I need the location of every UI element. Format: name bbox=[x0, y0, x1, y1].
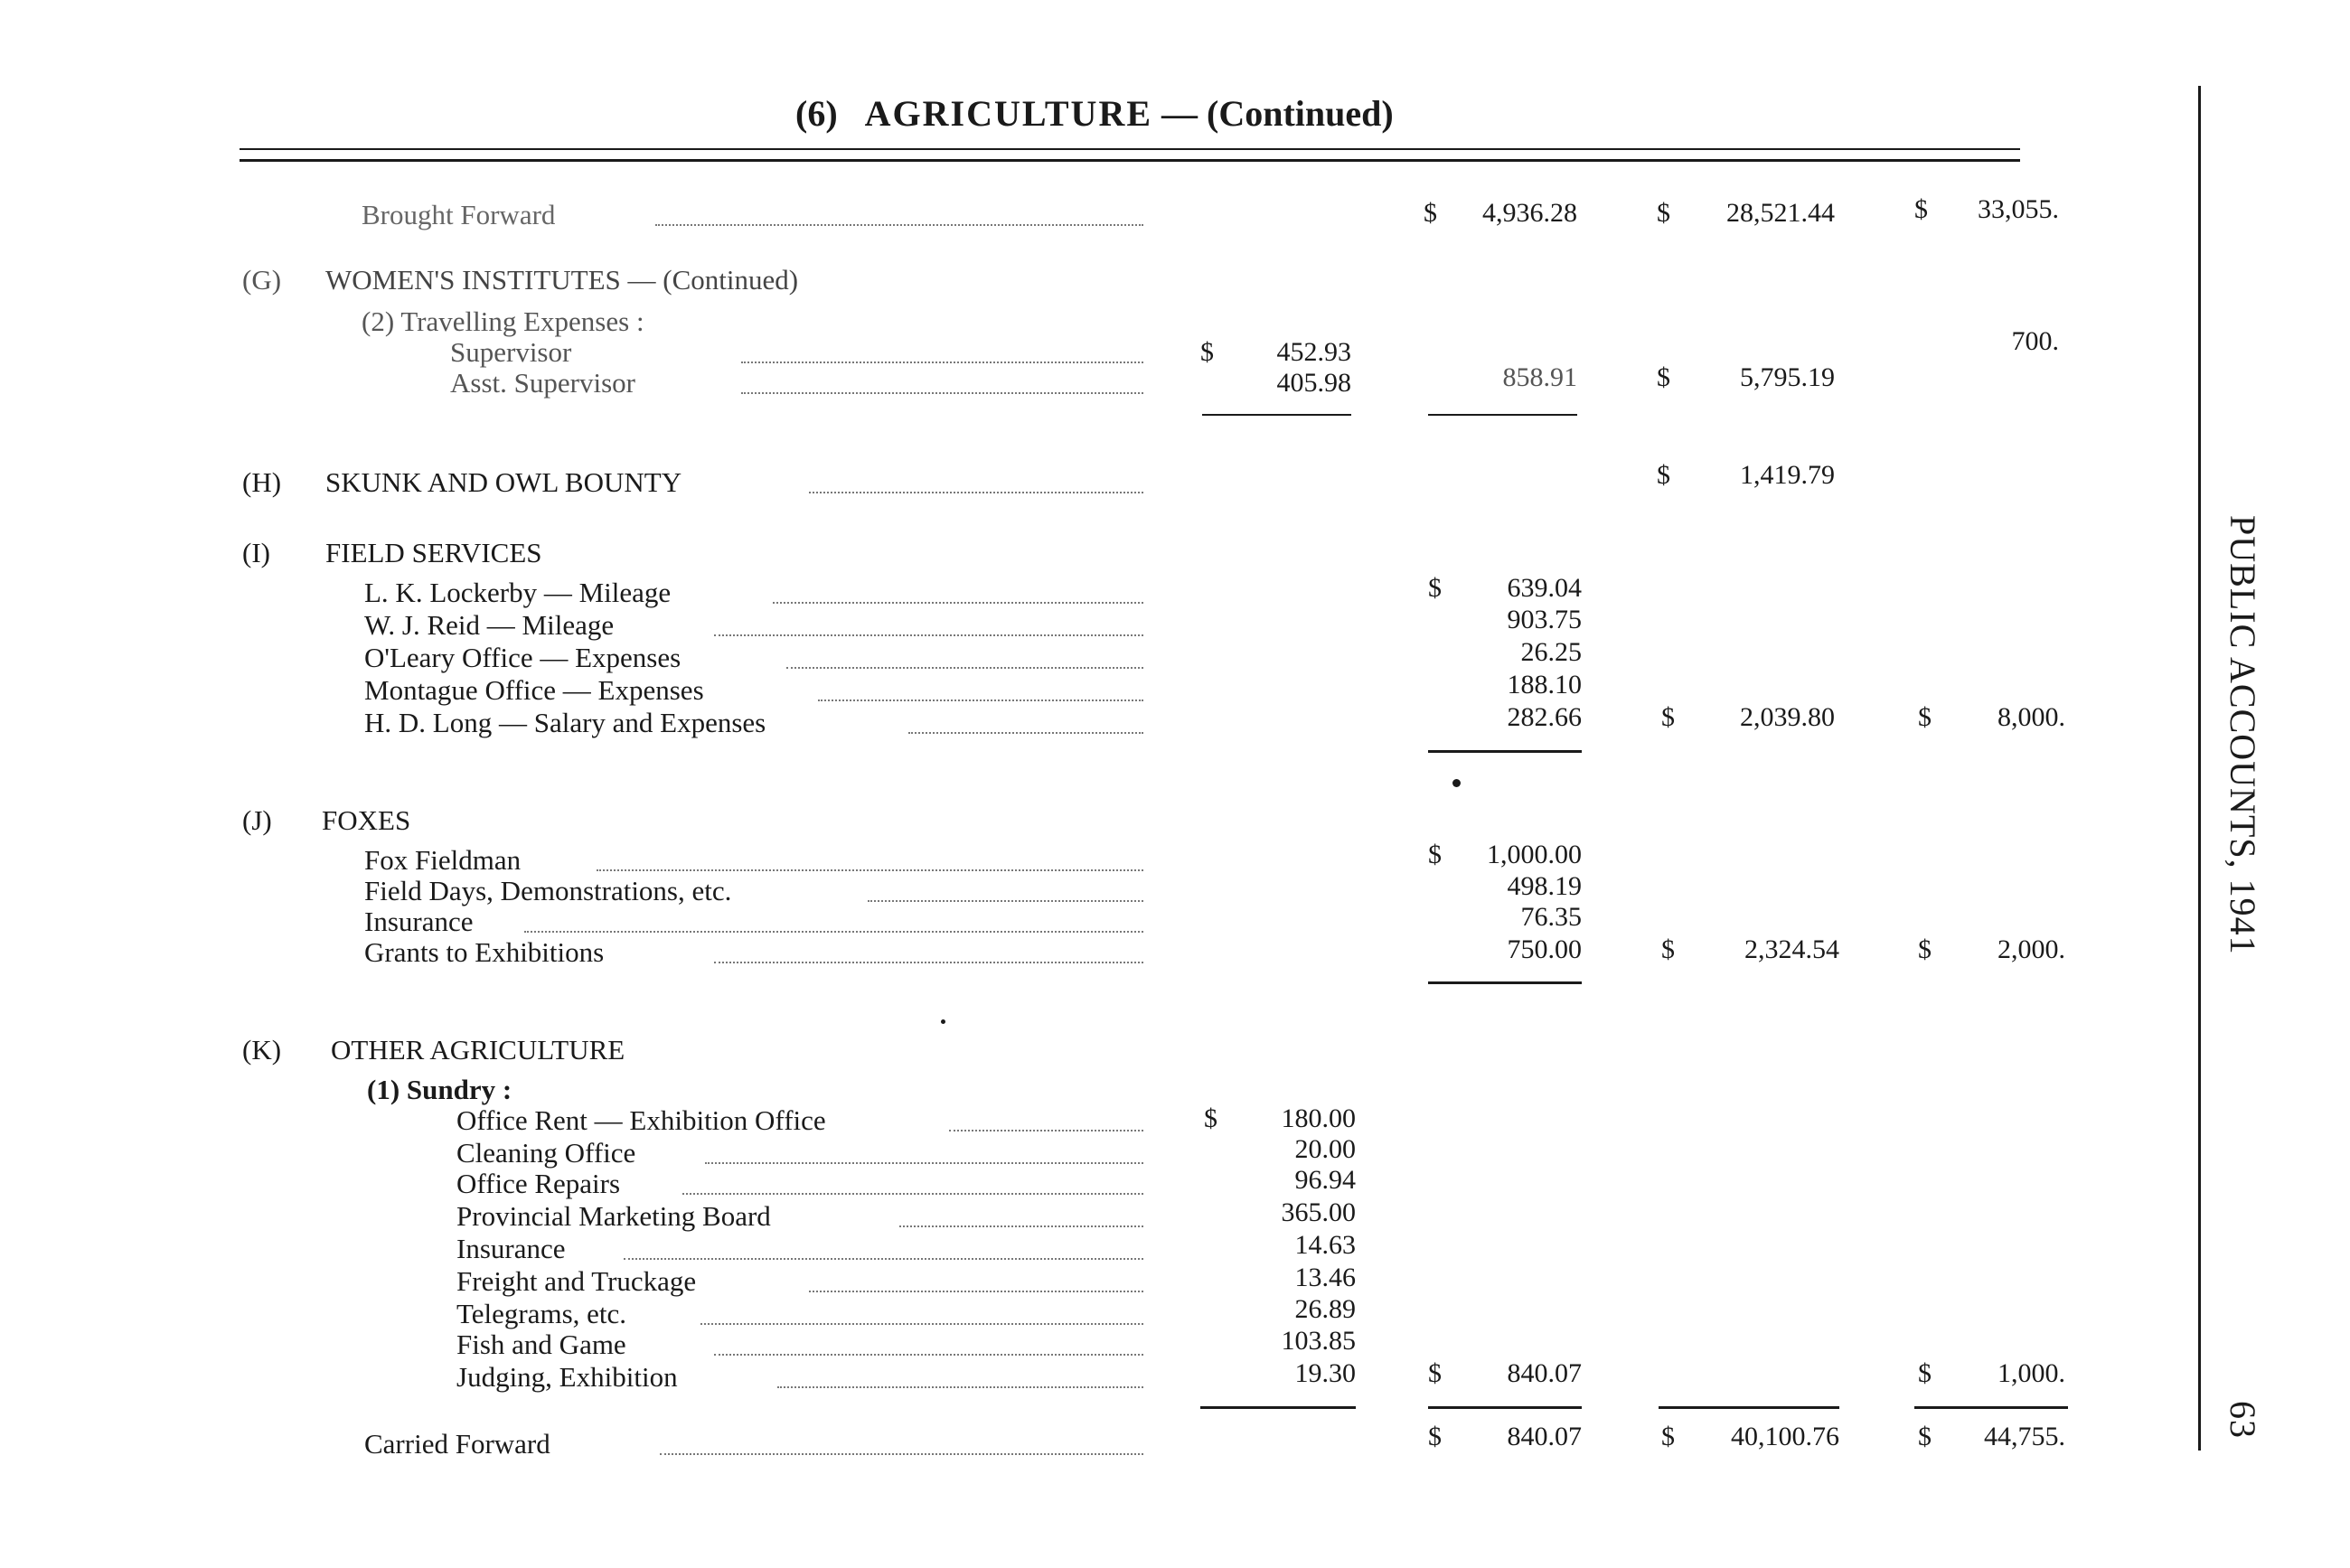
col5-value: 8,000. bbox=[1998, 702, 2065, 732]
page-header bbox=[795, 92, 1394, 135]
leader-dots bbox=[949, 1130, 1143, 1131]
col3-value: 26.25 bbox=[1520, 637, 1582, 667]
col5-value: 1,000. bbox=[1998, 1358, 2065, 1388]
section-letter: (G) bbox=[242, 264, 282, 296]
sum-rule bbox=[1428, 981, 1582, 984]
col1-value: 20.00 bbox=[1294, 1134, 1356, 1164]
section-title: FIELD SERVICES bbox=[325, 537, 542, 568]
page-number: 63 bbox=[2223, 1401, 2263, 1439]
col3-value: 639.04 bbox=[1507, 573, 1582, 603]
leader-dots bbox=[773, 602, 1143, 604]
col1-value: 96.94 bbox=[1294, 1165, 1356, 1195]
currency-sign: $ bbox=[1661, 702, 1675, 732]
currency-sign: $ bbox=[1428, 573, 1442, 603]
section-number: (6) bbox=[795, 93, 838, 134]
currency-sign: $ bbox=[1918, 934, 1932, 964]
line-item-label: Freight and Truckage bbox=[456, 1265, 697, 1297]
col1-value: 19.30 bbox=[1294, 1358, 1356, 1388]
title-continued: (Continued) bbox=[1207, 93, 1394, 134]
col3-value: 840.07 bbox=[1507, 1422, 1582, 1451]
brought-forward-label: Brought Forward bbox=[362, 199, 556, 230]
margin-rule bbox=[2198, 86, 2201, 1451]
running-title: PUBLIC ACCOUNTS, 1941 bbox=[2223, 515, 2263, 955]
sum-rule bbox=[1914, 1406, 2068, 1409]
section-title: OTHER AGRICULTURE bbox=[331, 1034, 625, 1066]
col3-value: 750.00 bbox=[1507, 934, 1582, 964]
currency-sign: $ bbox=[1428, 840, 1442, 869]
title-dash: — bbox=[1161, 93, 1198, 134]
col3-value: 840.07 bbox=[1507, 1358, 1582, 1388]
col1-value: 452.93 bbox=[1276, 337, 1351, 367]
print-speck bbox=[941, 1019, 945, 1024]
currency-sign: $ bbox=[1657, 460, 1670, 490]
leader-dots bbox=[899, 1225, 1143, 1227]
leader-dots bbox=[597, 869, 1143, 871]
col5-value: 33,055. bbox=[1978, 194, 2059, 224]
col5-value: 44,755. bbox=[1984, 1422, 2065, 1451]
section-letter: (I) bbox=[242, 537, 270, 568]
leader-dots bbox=[714, 1354, 1143, 1356]
header-rule-bottom bbox=[240, 159, 2020, 162]
currency-sign: $ bbox=[1657, 198, 1670, 228]
line-item-label: Provincial Marketing Board bbox=[456, 1200, 771, 1232]
line-item-label: O'Leary Office — Expenses bbox=[364, 642, 682, 673]
line-item-label: Field Days, Demonstrations, etc. bbox=[364, 875, 732, 906]
col4-value: 40,100.76 bbox=[1731, 1422, 1839, 1451]
currency-sign: $ bbox=[1918, 1422, 1932, 1451]
leader-dots bbox=[714, 962, 1143, 963]
currency-sign: $ bbox=[1204, 1103, 1217, 1133]
line-item-label: Telegrams, etc. bbox=[456, 1298, 627, 1329]
col1-value: 103.85 bbox=[1281, 1326, 1356, 1356]
print-speck bbox=[1452, 779, 1461, 787]
section-letter: (H) bbox=[242, 466, 282, 498]
currency-sign: $ bbox=[1428, 1422, 1442, 1451]
sum-rule bbox=[1659, 1406, 1839, 1409]
section-letter: (K) bbox=[242, 1034, 282, 1066]
leader-dots bbox=[682, 1193, 1143, 1195]
line-item-label: Grants to Exhibitions bbox=[364, 936, 605, 968]
leader-dots bbox=[786, 667, 1143, 669]
leader-dots bbox=[524, 931, 1143, 933]
leader-dots bbox=[818, 699, 1143, 701]
section-letter: (J) bbox=[242, 804, 272, 836]
leader-dots bbox=[908, 732, 1143, 734]
col3-value: 188.10 bbox=[1507, 670, 1582, 699]
subsection-title: (1) Sundry : bbox=[367, 1074, 512, 1105]
col4-value: 5,795.19 bbox=[1740, 362, 1835, 392]
subsection-title: (2) Travelling Expenses : bbox=[362, 305, 644, 337]
currency-sign: $ bbox=[1424, 198, 1437, 228]
col3-value: 76.35 bbox=[1520, 902, 1582, 932]
leader-dots bbox=[714, 634, 1143, 636]
line-item-label: Supervisor bbox=[450, 336, 572, 368]
line-item-label: Insurance bbox=[456, 1233, 566, 1264]
col3-value: 282.66 bbox=[1507, 702, 1582, 732]
currency-sign: $ bbox=[1918, 702, 1932, 732]
line-item-label: Asst. Supervisor bbox=[450, 367, 635, 399]
leader-dots bbox=[655, 224, 1143, 226]
line-item-label: H. D. Long — Salary and Expenses bbox=[364, 707, 766, 738]
section-title: FOXES bbox=[322, 804, 411, 836]
col4-value: 2,324.54 bbox=[1744, 934, 1839, 964]
line-item-label: Office Repairs bbox=[456, 1168, 621, 1199]
line-item-label: L. K. Lockerby — Mileage bbox=[364, 577, 672, 608]
sum-rule bbox=[1428, 1406, 1582, 1409]
col1-value: 14.63 bbox=[1294, 1230, 1356, 1260]
header-rule-top bbox=[240, 148, 2020, 150]
col3-value: 4,936.28 bbox=[1482, 198, 1577, 228]
currency-sign: $ bbox=[1914, 194, 1928, 224]
col1-value: 180.00 bbox=[1281, 1103, 1356, 1133]
sum-rule bbox=[1428, 750, 1582, 753]
sum-rule bbox=[1202, 414, 1351, 416]
col4-value: 28,521.44 bbox=[1726, 198, 1835, 228]
col5-value: 2,000. bbox=[1998, 934, 2065, 964]
line-item-label: Montague Office — Expenses bbox=[364, 674, 704, 706]
leader-dots bbox=[868, 900, 1143, 902]
line-item-label: Cleaning Office bbox=[456, 1137, 636, 1169]
page-title: AGRICULTURE bbox=[864, 93, 1153, 134]
currency-sign: $ bbox=[1661, 934, 1675, 964]
leader-dots bbox=[809, 1291, 1143, 1292]
line-item-label: Fox Fieldman bbox=[364, 844, 522, 876]
col4-value: 2,039.80 bbox=[1740, 702, 1835, 732]
line-item-label: W. J. Reid — Mileage bbox=[364, 609, 615, 641]
leader-dots bbox=[624, 1258, 1143, 1260]
line-item-label: Insurance bbox=[364, 906, 474, 937]
carried-forward-label: Carried Forward bbox=[364, 1428, 550, 1460]
col1-value: 365.00 bbox=[1281, 1197, 1356, 1227]
line-item-label: Office Rent — Exhibition Office bbox=[456, 1104, 826, 1136]
leader-dots bbox=[741, 392, 1143, 394]
leader-dots bbox=[700, 1323, 1143, 1325]
leader-dots bbox=[741, 361, 1143, 363]
col1-value: 405.98 bbox=[1276, 368, 1351, 398]
line-item-label: Judging, Exhibition bbox=[456, 1361, 678, 1393]
leader-dots bbox=[660, 1453, 1143, 1455]
leader-dots bbox=[705, 1162, 1143, 1164]
col3-value: 1,000.00 bbox=[1487, 840, 1582, 869]
currency-sign: $ bbox=[1661, 1422, 1675, 1451]
sum-rule bbox=[1200, 1406, 1356, 1409]
col1-value: 13.46 bbox=[1294, 1263, 1356, 1292]
sum-rule bbox=[1428, 414, 1577, 416]
currency-sign: $ bbox=[1918, 1358, 1932, 1388]
currency-sign: $ bbox=[1200, 337, 1214, 367]
section-title: WOMEN'S INSTITUTES — (Continued) bbox=[325, 264, 799, 296]
col3-value: 498.19 bbox=[1507, 871, 1582, 901]
leader-dots bbox=[777, 1386, 1143, 1388]
line-item-label: Fish and Game bbox=[456, 1329, 626, 1360]
col3-value: 858.91 bbox=[1502, 362, 1577, 392]
section-title: SKUNK AND OWL BOUNTY bbox=[325, 466, 682, 498]
col5-value: 700. bbox=[2011, 326, 2059, 356]
currency-sign: $ bbox=[1428, 1358, 1442, 1388]
col4-value: 1,419.79 bbox=[1740, 460, 1835, 490]
currency-sign: $ bbox=[1657, 362, 1670, 392]
col1-value: 26.89 bbox=[1294, 1294, 1356, 1324]
col3-value: 903.75 bbox=[1507, 605, 1582, 634]
leader-dots bbox=[809, 492, 1143, 493]
